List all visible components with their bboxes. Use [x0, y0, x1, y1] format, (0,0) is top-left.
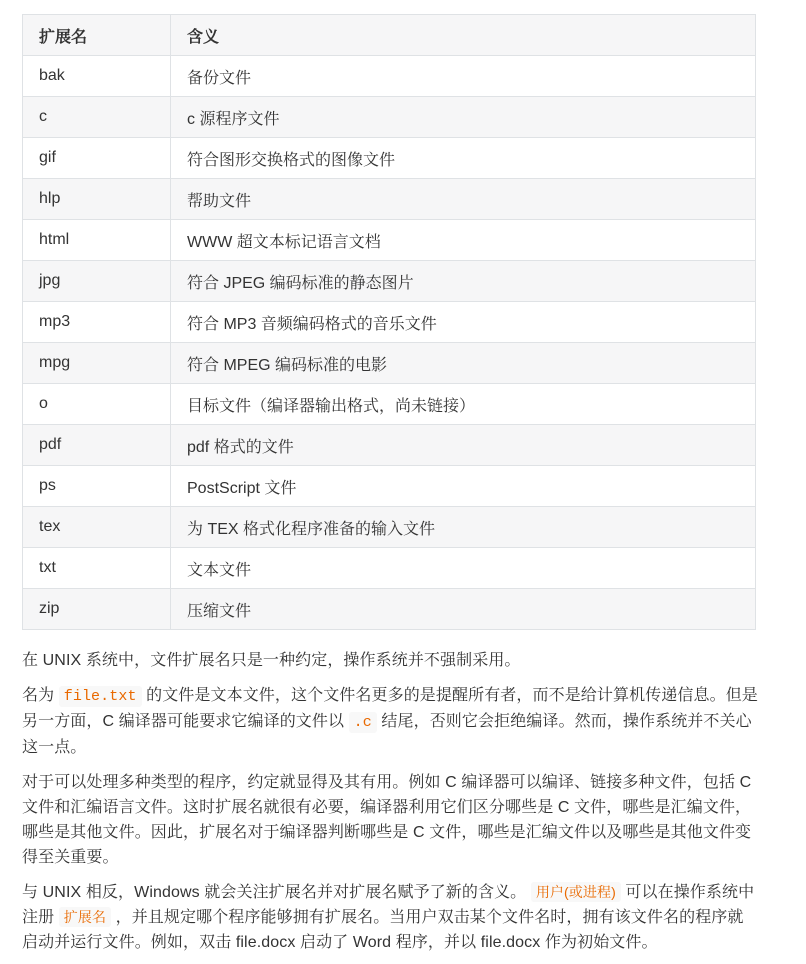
cell-meaning: 压缩文件 [171, 589, 756, 630]
table-row [23, 179, 756, 220]
text-segment: 结尾，否则它会拒绝编译。然而，操作系统并不关心这一点。 [22, 713, 752, 756]
table-row [23, 425, 756, 466]
cell-extension: html [23, 220, 171, 261]
cell-extension: c [23, 97, 171, 138]
cell-meaning: 为 TEX 格式化程序准备的输入文件 [171, 507, 756, 548]
table-row [23, 343, 756, 384]
body-text [22, 648, 758, 955]
cell-extension: ps [23, 466, 171, 507]
cell-extension: tex [23, 507, 171, 548]
cell-extension: txt [23, 548, 171, 589]
table-row [23, 261, 756, 302]
cell-meaning: 文本文件 [171, 548, 756, 589]
cell-meaning: c 源程序文件 [171, 97, 756, 138]
cell-meaning: 目标文件（编译器输出格式，尚未链接） [171, 384, 756, 425]
paragraph-file-txt [22, 683, 758, 760]
cell-extension: zip [23, 589, 171, 630]
table-row [23, 384, 756, 425]
cell-meaning: pdf 格式的文件 [171, 425, 756, 466]
extension-table [22, 14, 756, 630]
cell-extension: o [23, 384, 171, 425]
table-row [23, 220, 756, 261]
highlight-user-process: 用户(或进程) [531, 882, 621, 902]
table-header-row [23, 15, 756, 56]
text-segment: ，并且规定哪个程序能够拥有扩展名。当用户双击某个文件名时，拥有该文件名的程序就启动并运行文件。例如，双击 file.docx 启动了 Word 程序，并以 file.docx 作为初始文件。 [22, 909, 744, 951]
cell-extension: mpg [23, 343, 171, 384]
table-row [23, 548, 756, 589]
cell-extension: bak [23, 56, 171, 97]
table-row [23, 507, 756, 548]
header-extension: 扩展名 [23, 15, 171, 56]
paragraph-compiler: 对于可以处理多种类型的程序，约定就显得及其有用。例如 C 编译器可以编译、链接多种文件，包括 C 文件和汇编语言文件。这时扩展名就很有必要，编译器利用它们区分哪些是 C 文件，哪些是汇编文件，哪些是其他文件。因此，扩展名对于编译器判断哪些是 C 文件，哪些是汇编文件以及哪些是其他文件变得至关重要。 [22, 774, 752, 866]
table-row [23, 302, 756, 343]
paragraph-windows [22, 880, 758, 955]
cell-extension: gif [23, 138, 171, 179]
text-segment: 的文件是文本文件，这个文件名更多的是提醒所有者，而不是给计算机传递信息。但是另一方面，C 编译器可能要求它编译的文件以 [22, 687, 758, 730]
cell-meaning: 帮助文件 [171, 179, 756, 220]
inline-code-c-ext: .c [349, 712, 377, 733]
text-segment: 与 UNIX 相反，Windows 就会关注扩展名并对扩展名赋予了新的含义。 [22, 884, 531, 901]
text-segment: 可以在操作系统中注册 [22, 884, 755, 926]
table-row [23, 97, 756, 138]
cell-extension: hlp [23, 179, 171, 220]
text-segment: 名为 [22, 687, 59, 704]
cell-extension: pdf [23, 425, 171, 466]
cell-meaning: 备份文件 [171, 56, 756, 97]
table-row [23, 138, 756, 179]
cell-meaning: 符合 MP3 音频编码格式的音乐文件 [171, 302, 756, 343]
cell-extension: mp3 [23, 302, 171, 343]
cell-meaning: 符合 JPEG 编码标准的静态图片 [171, 261, 756, 302]
cell-meaning: 符合图形交换格式的图像文件 [171, 138, 756, 179]
table-row [23, 56, 756, 97]
table-row [23, 466, 756, 507]
header-meaning: 含义 [171, 15, 756, 56]
highlight-extension: 扩展名 [59, 907, 111, 927]
cell-meaning: 符合 MPEG 编码标准的电影 [171, 343, 756, 384]
cell-extension: jpg [23, 261, 171, 302]
inline-code-file-txt: file.txt [59, 686, 142, 707]
table-row [23, 589, 756, 630]
cell-meaning: WWW 超文本标记语言文档 [171, 220, 756, 261]
cell-meaning: PostScript 文件 [171, 466, 756, 507]
paragraph-unix-convention: 在 UNIX 系统中，文件扩展名只是一种约定，操作系统并不强制采用。 [22, 652, 521, 669]
